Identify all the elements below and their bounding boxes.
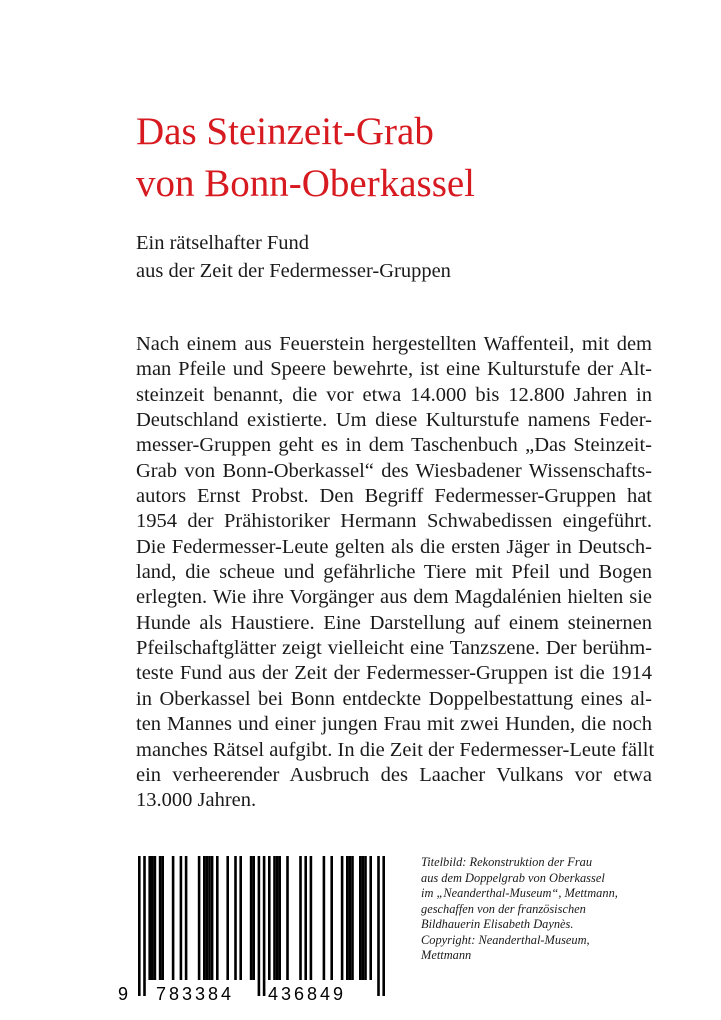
barcode-digits-left: 783384 bbox=[156, 984, 235, 1004]
barcode-bar bbox=[323, 856, 326, 980]
blurb-line: 1954 der Prähistoriker Hermann Schwabedissen eingeführt. bbox=[136, 510, 652, 533]
blurb-line: messer-Gruppen geht es in dem Taschenbuch „Das Steinzeit- bbox=[136, 434, 652, 457]
caption-line: Mettmann bbox=[421, 948, 472, 962]
barcode-bar bbox=[382, 856, 385, 996]
caption-line: geschaffen von der französischen bbox=[421, 901, 586, 916]
barcode-bar bbox=[341, 856, 344, 980]
cover-image-caption bbox=[421, 855, 661, 964]
barcode-bar bbox=[161, 856, 164, 980]
barcode-bar bbox=[351, 856, 354, 980]
barcode-bar bbox=[252, 856, 255, 980]
barcode-bar bbox=[362, 856, 365, 980]
barcode-bar bbox=[304, 856, 307, 980]
blurb-line: ten Mannes und einer jungen Frau mit zwei Hunden, die noch bbox=[136, 713, 652, 736]
barcode-bar bbox=[216, 856, 219, 980]
book-subtitle bbox=[136, 229, 451, 285]
barcode-bar bbox=[369, 856, 372, 980]
barcode-bar bbox=[286, 856, 289, 980]
barcode-bar bbox=[143, 856, 146, 996]
subtitle-line: aus der Zeit der Federmesser-Gruppen bbox=[136, 260, 451, 282]
barcode-bar bbox=[185, 856, 188, 980]
barcode-bar bbox=[234, 856, 237, 980]
blurb-line: Nach einem aus Feuerstein hergestellten Waffenteil, mit dem bbox=[136, 333, 652, 355]
blurb-line: erlegten. Wie ihre Vorgänger aus dem Magdalénien hielten sie bbox=[136, 586, 652, 609]
barcode-bar bbox=[346, 856, 349, 980]
barcode-bar bbox=[377, 856, 380, 996]
barcode-bar bbox=[276, 856, 279, 980]
barcode-bar bbox=[151, 856, 154, 980]
blurb-line: Pfeilschaftglätter zeigt vielleicht eine Tanzszene. Der berühm- bbox=[136, 637, 652, 660]
barcode-bar bbox=[138, 856, 141, 996]
blurb-line: teste Fund aus der Zeit der Federmesser-Gruppen ist die 1914 bbox=[136, 662, 652, 685]
caption-line: Titelbild: Rekonstruktion der Frau bbox=[421, 855, 593, 869]
blurb-line: Die Federmesser-Leute gelten als die ersten Jäger in Deutsch- bbox=[136, 535, 652, 558]
blurb-line: Grab von Bonn-Oberkassel“ des Wiesbadener Wissenschafts- bbox=[136, 459, 652, 482]
blurb-line: in Oberkassel bei Bonn entdeckte Doppelbestattung eines al- bbox=[136, 687, 652, 710]
title-line: Das Steinzeit-Grab bbox=[136, 110, 434, 153]
blurb-line: autors Ernst Probst. Den Begriff Federmesser-Gruppen hat bbox=[136, 485, 652, 508]
caption-line: Copyright: Neanderthal-Museum, bbox=[421, 932, 590, 947]
barcode-digits-right: 436849 bbox=[268, 984, 347, 1004]
blurb-line: steinzeit benannt, die vor etwa 14.000 bis 12.800 Jahren in bbox=[136, 383, 652, 406]
blurb-line: man Pfeile und Speere bewehrte, ist eine Kulturstufe der Alt- bbox=[136, 358, 652, 381]
blurb-line: ein verheerender Ausbruch des Laacher Vulkans vor etwa bbox=[136, 763, 652, 786]
barcode-bar bbox=[208, 856, 211, 980]
blurb-text bbox=[136, 332, 655, 814]
barcode-bar bbox=[159, 856, 162, 980]
isbn-barcode bbox=[110, 856, 390, 1006]
barcode-bar bbox=[203, 856, 206, 980]
caption-line: im „Neanderthal-Museum“, Mettmann, bbox=[421, 886, 618, 900]
blurb-line: Deutschland existierte. Um diese Kulturstufe namens Feder- bbox=[136, 409, 652, 432]
barcode-bar bbox=[239, 856, 242, 980]
barcode-bar bbox=[172, 856, 175, 980]
barcode-bar bbox=[299, 856, 302, 980]
barcode-bar bbox=[180, 856, 183, 980]
blurb-line: land, die scheue und gefährliche Tiere mit Pfeil und Bogen bbox=[136, 561, 652, 584]
barcode-bar bbox=[211, 856, 214, 980]
barcode-bar bbox=[278, 856, 281, 980]
title-line: von Bonn-Oberkassel bbox=[136, 162, 476, 205]
barcode-bar bbox=[154, 856, 157, 980]
barcode-bar bbox=[330, 856, 333, 980]
caption-line: aus dem Doppelgrab von Oberkassel bbox=[421, 870, 605, 885]
barcode-bar bbox=[364, 856, 367, 980]
barcode-bar bbox=[198, 856, 201, 980]
book-title bbox=[136, 106, 475, 210]
barcode-bar bbox=[206, 856, 209, 980]
barcode-bar bbox=[273, 856, 276, 980]
barcode-bar bbox=[268, 856, 271, 980]
barcode-bar bbox=[148, 856, 151, 980]
blurb-line: 13.000 Jahren. bbox=[136, 789, 257, 812]
barcode-bar bbox=[250, 856, 253, 980]
blurb-line: manches Rätsel aufgibt. In die Zeit der Federmesser-Leute fällt bbox=[136, 738, 655, 761]
barcode-bar bbox=[226, 856, 229, 980]
barcode-bar bbox=[258, 856, 261, 996]
barcode-bar bbox=[263, 856, 266, 996]
barcode-bar bbox=[359, 856, 362, 980]
caption-line: Bildhauerin Elisabeth Daynès. bbox=[421, 917, 574, 931]
blurb-line: Hunde als Haustiere. Eine Darstellung auf einem steinernen bbox=[136, 611, 652, 634]
barcode-bar bbox=[310, 856, 313, 980]
barcode-digit-prefix: 9 bbox=[118, 984, 129, 1004]
barcode-bar bbox=[349, 856, 352, 980]
subtitle-line: Ein rätselhafter Fund bbox=[136, 232, 310, 254]
